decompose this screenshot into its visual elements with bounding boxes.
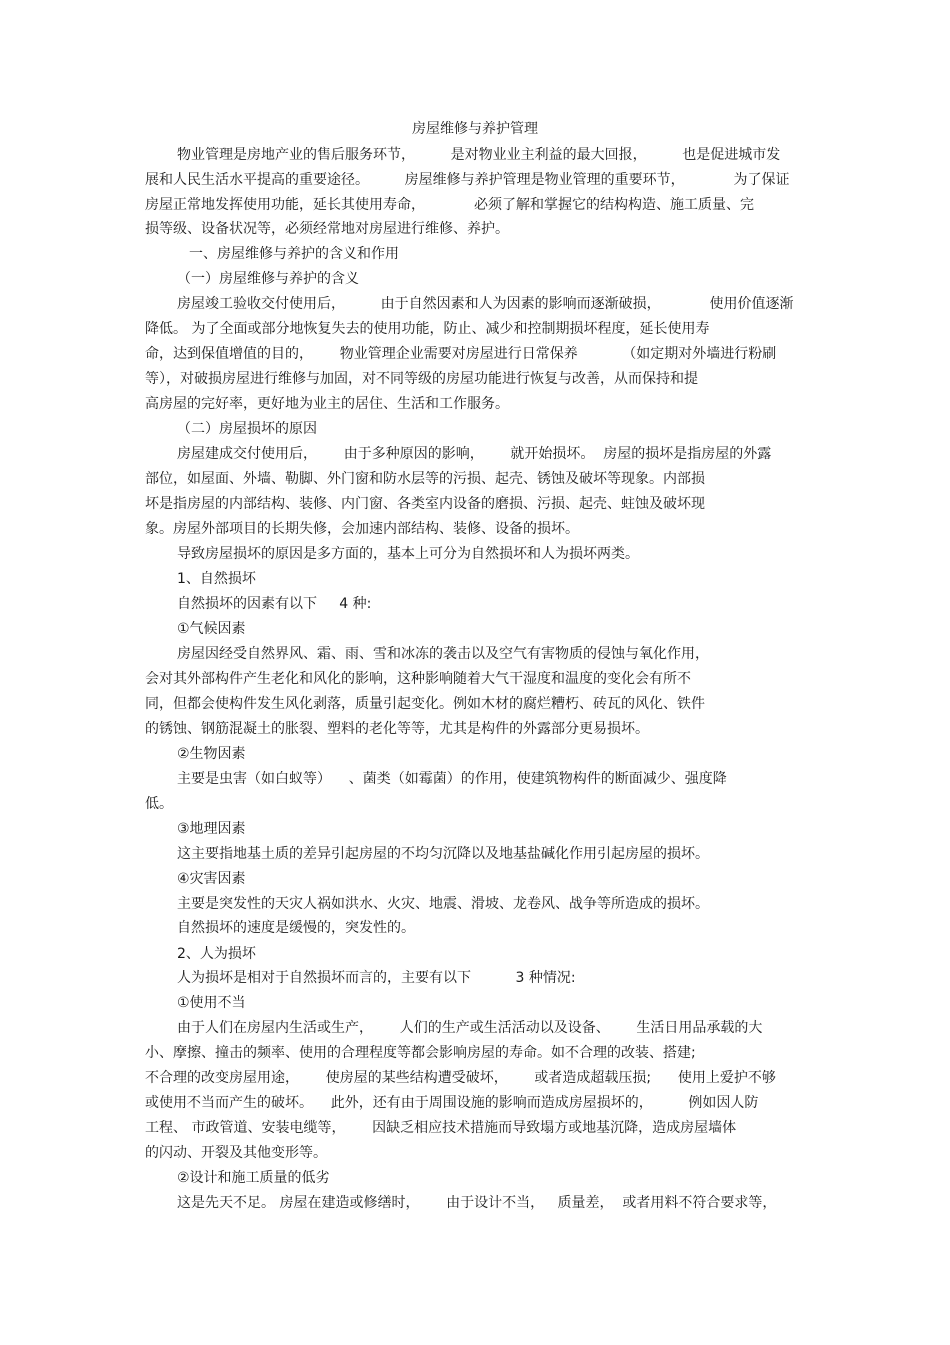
list-heading: ④灾害因素 [177,871,246,887]
paragraph-line: 这是先天不足。 房屋在建造或修缮时， 由于设计不当， 质量差， 或者用料不符合要求等， [177,1195,777,1211]
list-heading: 1、自然损坏 [177,571,256,587]
paragraph-line: 房屋竣工验收交付使用后， 由于自然因素和人为因素的影响而逐渐破损， 使用价值逐渐 [177,296,794,312]
paragraph-line: 导致房屋损坏的原因是多方面的，基本上可分为自然损坏和人为损坏两类。 [177,546,639,562]
list-heading: ②生物因素 [177,746,246,762]
paragraph-line: 自然损坏的因素有以下 4 种: [177,596,372,612]
paragraph-line: 小、摩擦、撞击的频率、使用的合理程度等都会影响房屋的寿命。如不合理的改装、搭建; [145,1045,696,1061]
paragraph-line: 等），对破损房屋进行维修与加固，对不同等级的房屋功能进行恢复与改善，从而保持和提 [145,371,698,387]
list-heading: ①使用不当 [177,995,246,1011]
paragraph-line: 这主要指地基土质的差异引起房屋的不均匀沉降以及地基盐碱化作用引起房屋的损坏。 [177,846,709,862]
paragraph-line: 工程、 市政管道、安装电缆等， 因缺乏相应技术措施而导致塌方或地基沉降，造成房屋墙体 [145,1120,737,1136]
paragraph-line: 低。 [145,796,173,812]
subsection-heading: （一）房屋维修与养护的含义 [177,271,359,287]
section-heading: 一、房屋维修与养护的含义和作用 [189,246,399,262]
paragraph-line: 由于人们在房屋内生活或生产， 人们的生产或生活活动以及设备、 生活日用品承载的大 [177,1020,763,1036]
document-title: 房屋维修与养护管理 [412,121,538,137]
paragraph-line: 展和人民生活水平提高的重要途径。 房屋维修与养护管理是物业管理的重要环节， 为了保证 [145,172,790,188]
paragraph-line: 房屋建成交付使用后， 由于多种原因的影响， 就开始损坏。 房屋的损坏是指房屋的外露 [177,446,772,462]
paragraph-line: 损等级、设备状况等，必须经常地对房屋进行维修、养护。 [145,221,509,237]
paragraph-line: 房屋因经受自然界风、霜、雨、雪和冰冻的袭击以及空气有害物质的侵蚀与氧化作用， [177,646,709,662]
subsection-heading: （二）房屋损坏的原因 [177,421,317,437]
paragraph-line: 不合理的改变房屋用途， 使房屋的某些结构遭受破坏， 或者造成超载压损; 使用上爱护不够 [145,1070,776,1086]
paragraph-line: 高房屋的完好率，更好地为业主的居住、生活和工作服务。 [145,396,509,412]
paragraph-line: 的闪动、开裂及其他变形等。 [145,1145,327,1161]
list-heading: 2、人为损坏 [177,946,256,962]
paragraph-line: 自然损坏的速度是缓慢的，突发性的。 [177,920,415,936]
paragraph-line: 的锈蚀、钢筋混凝土的胀裂、塑料的老化等等，尤其是构件的外露部分更易损坏。 [145,721,649,737]
list-heading: ①气候因素 [177,621,246,637]
paragraph-line: 物业管理是房地产业的售后服务环节， 是对物业业主利益的最大回报， 也是促进城市发 [177,147,781,163]
paragraph-line: 降低。 为了全面或部分地恢复失去的使用功能，防止、减少和控制期损坏程度，延长使用寿 [145,321,710,337]
list-heading: ②设计和施工质量的低劣 [177,1170,330,1186]
paragraph-line: 会对其外部构件产生老化和风化的影响，这种影响随着大气干湿度和温度的变化会有所不 [145,671,691,687]
paragraph-line: 或使用不当而产生的破坏。 此外，还有由于周围设施的影响而造成房屋损坏的， 例如因人防 [145,1095,759,1111]
paragraph-line: 主要是虫害（如白蚁等） 、菌类（如霉菌）的作用，使建筑物构件的断面减少、强度降 [177,771,727,787]
paragraph-line: 房屋正常地发挥使用功能，延长其使用寿命， 必须了解和掌握它的结构构造、施工质量、完 [145,197,754,213]
paragraph-line: 人为损坏是相对于自然损坏而言的，主要有以下 3 种情况: [177,970,576,986]
paragraph-line: 同，但都会使构件发生风化剥落，质量引起变化。例如木材的腐烂糟朽、砖瓦的风化、铁件 [145,696,705,712]
paragraph-line: 部位，如屋面、外墙、勒脚、外门窗和防水层等的污损、起壳、锈蚀及破坏等现象。内部损 [145,471,705,487]
paragraph-line: 主要是突发性的天灾人祸如洪水、火灾、地震、滑坡、龙卷风、战争等所造成的损坏。 [177,896,709,912]
list-heading: ③地理因素 [177,821,246,837]
paragraph-line: 坏是指房屋的内部结构、装修、内门窗、各类室内设备的磨损、污损、起壳、蛀蚀及破坏现 [145,496,705,512]
paragraph-line: 命，达到保值增值的目的， 物业管理企业需要对房屋进行日常保养 （如定期对外墙进行粉刷 [145,346,777,362]
paragraph-line: 象。房屋外部项目的长期失修，会加速内部结构、装修、设备的损坏。 [145,521,579,537]
